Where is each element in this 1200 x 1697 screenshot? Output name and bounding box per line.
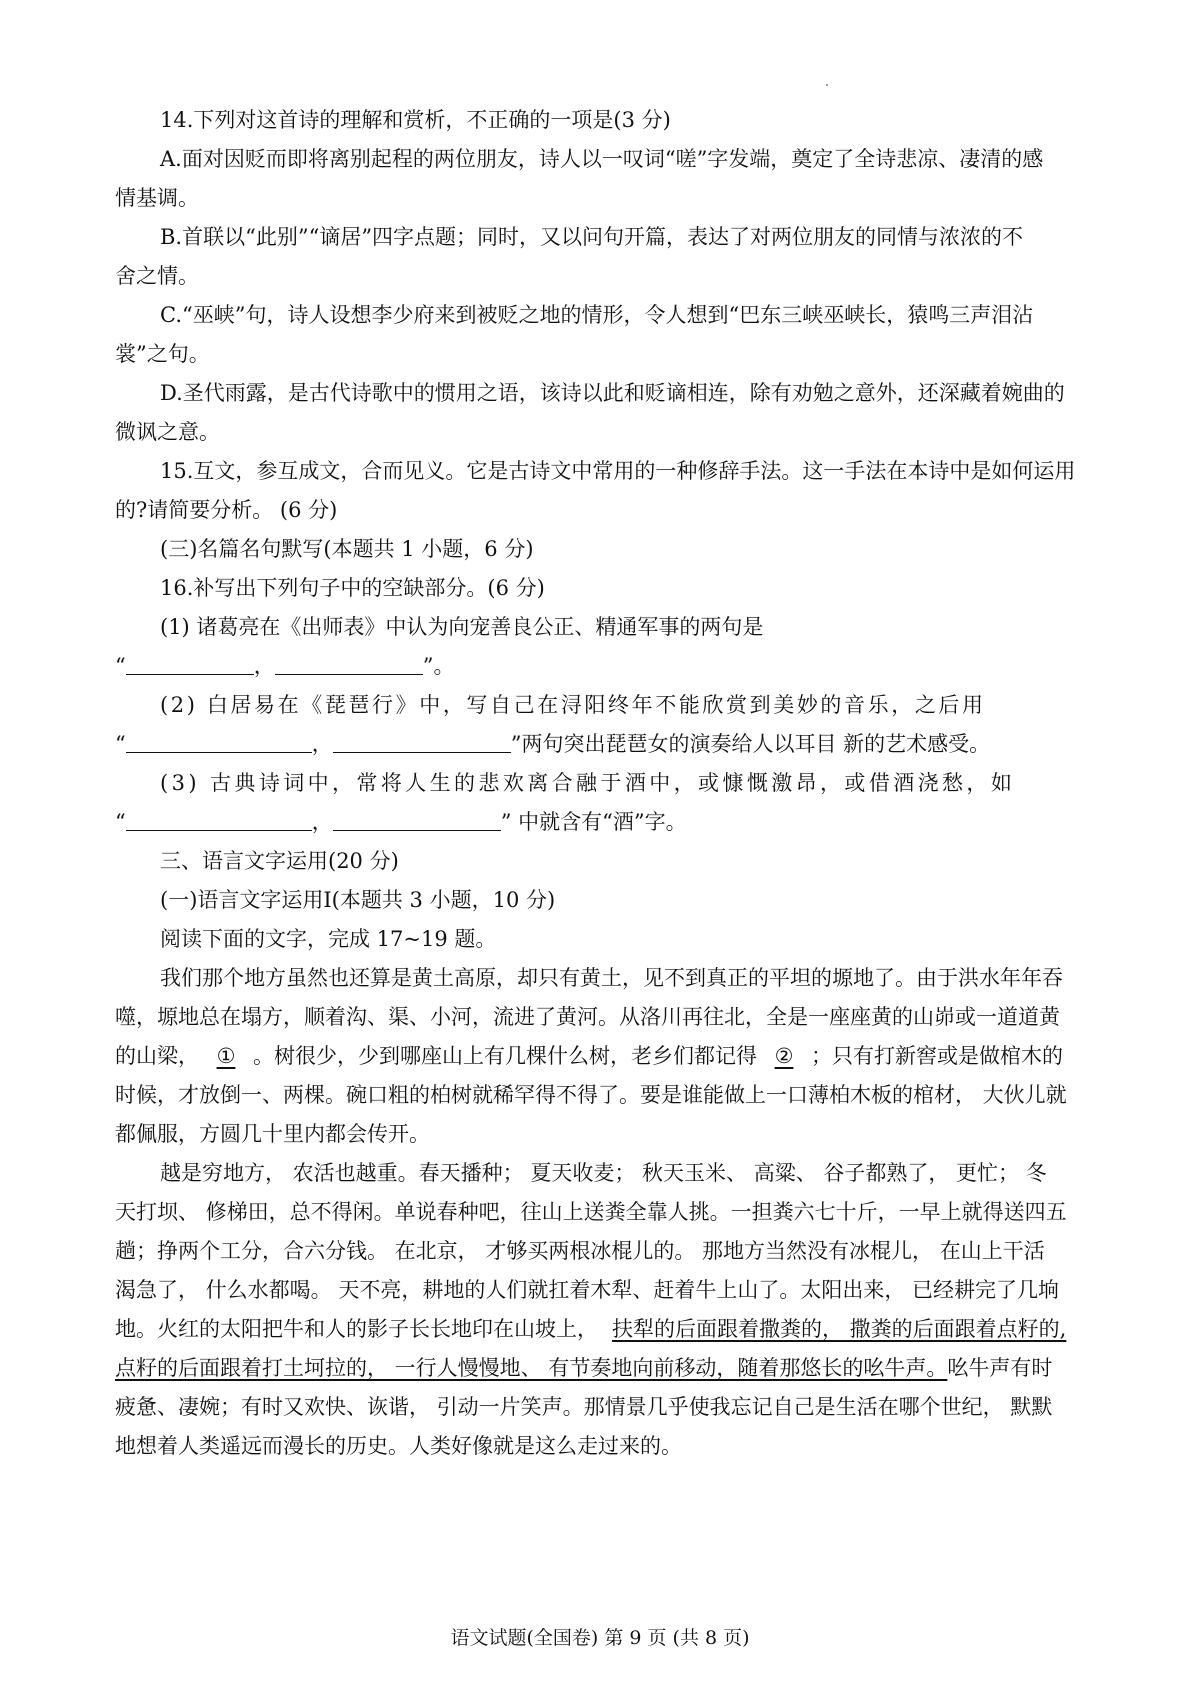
- passage-p2-line5: [115, 1315, 1100, 1343]
- option-c: C.“巫峡”句，诗人设想李少府来到被贬之地的情形，令人想到“巴东三峡巫峡长，猿鸣三声泪沾: [160, 303, 1034, 327]
- question-15-cont: 的?请简要分析。 (6 分): [115, 498, 338, 522]
- question-14-stem: 14.下列对这首诗的理解和赏析，不正确的一项是(3 分): [160, 108, 671, 132]
- answer-blank-1[interactable]: [126, 654, 254, 675]
- q16-part2-blanks: [115, 730, 1100, 758]
- reading-instruction: 阅读下面的文字，完成 17~19 题。: [160, 927, 497, 951]
- q16-part3-blanks: [115, 808, 1100, 836]
- answer-blank-3[interactable]: [126, 732, 312, 753]
- answer-blank-5[interactable]: [126, 810, 312, 831]
- q16-part1-text: (1) 诸葛亮在《出师表》中认为向宠善良公正、精通军事的两句是: [160, 615, 764, 639]
- option-b: B.首联以“此别”“谪居”四字点题；同时，又以问句开篇，表达了对两位朋友的同情与浓浓的不: [160, 225, 1024, 249]
- q16-part1-blanks: [115, 652, 1100, 680]
- passage-p1-line1: 我们那个地方虽然也还算是黄土高原，却只有黄土，见不到真正的平坦的塬地了。由于洪水年年吞: [160, 966, 1063, 990]
- passage-p2-line4: 渴急了， 什么水都喝。 天不亮，耕地的人们就扛着木犁、赶着牛上山了。太阳出来， 已经耕完了几垧: [115, 1278, 1060, 1302]
- option-d: D.圣代雨露，是古代诗歌中的惯用之语，该诗以此和贬谪相连，除有劝勉之意外，还深藏着婉曲的: [160, 381, 1065, 405]
- passage-p1-line5: 都佩服，方圆几十里内都会传开。: [115, 1122, 430, 1146]
- option-a: A.面对因贬而即将离别起程的两位朋友，诗人以一叹词“嗟”字发端，奠定了全诗悲凉、凄清的感: [160, 147, 1044, 171]
- passage-p2-line1: 越是穷地方， 农活也越重。春天播种； 夏天收麦； 秋天玉米、 高粱、 谷子都熟了， 更忙； 冬: [160, 1161, 1047, 1185]
- passage-text: 地。火红的太阳把牛和人的影子长长地印在山坡上，: [115, 1317, 598, 1341]
- passage-p2-line2: 天打坝、 修梯田，总不得闲。单说春种吧，往山上送粪全靠人挑。一担粪六七十斤，一早上就得送四五: [115, 1200, 1067, 1224]
- answer-blank-6[interactable]: [333, 810, 501, 831]
- question-16: 16.补写出下列句子中的空缺部分。(6 分): [160, 576, 545, 600]
- subsection-heading: (一)语言文字运用Ⅰ(本题共 3 小题，10 分): [160, 888, 556, 912]
- option-c-cont: 裳”之句。: [115, 342, 210, 366]
- underlined-sentence: 点籽的后面跟着打土坷拉的， 一行人慢慢地、 有节奏地向前移动，随着那悠长的吆牛声。: [115, 1356, 948, 1380]
- passage-p2-line8: 地想着人类遥远而漫长的历史。人类好像就是这么走过来的。: [115, 1434, 682, 1458]
- passage-p1-line2: 噬，塬地总在塌方，顺着沟、渠、小河，流进了黄河。从洛川再往北，全是一座座黄的山峁或一道道黄: [115, 1005, 1060, 1029]
- comma: ，: [311, 810, 333, 834]
- answer-blank-2[interactable]: [275, 654, 423, 675]
- close-quote: ”。: [422, 654, 455, 678]
- q16-part2: (2) 白居易在《琵琶行》中，写自己在浔阳终年不能欣赏到美妙的音乐，之后用: [160, 693, 986, 717]
- passage-p2-line7: 疲惫、凄婉；有时又欢快、诙谐， 引动一片笑声。那情景几乎使我忘记自己是生活在哪个世纪， 默默: [115, 1395, 1053, 1419]
- option-a-cont: 情基调。: [115, 186, 199, 210]
- passage-text: 。树很少，少到哪座山上有几棵什么树，老乡们都记得: [253, 1044, 757, 1068]
- passage-p1-line4: 时候，才放倒一、两棵。碗口粗的柏树就稀罕得不得了。要是谁能做上一口薄柏木板的棺材， 大伙儿就: [115, 1083, 1067, 1107]
- underlined-sentence: 扶犁的后面跟着撒粪的， 撒粪的后面跟着点籽的,: [612, 1317, 1067, 1341]
- blank-marker-2[interactable]: ②: [774, 1044, 794, 1068]
- option-d-cont: 微讽之意。: [115, 420, 220, 444]
- option-b-cont: 舍之情。: [115, 264, 199, 288]
- passage-p2-line6: [115, 1354, 1100, 1382]
- passage-p2-line3: 趟；挣两个工分，合六分钱。 在北京， 才够买两根冰棍儿的。 那地方当然没有冰棍儿， 在山上干活: [115, 1239, 1045, 1263]
- q16-part1: [160, 613, 1100, 641]
- passage-text: 吆牛声有时: [947, 1356, 1053, 1380]
- close-quote-text: ”两句突出琵琶女的演奏给人以耳目 新的艺术感受。: [510, 732, 991, 756]
- passage-text: ；只有打新窖或是做棺木的: [811, 1044, 1063, 1068]
- scan-dot: [826, 84, 828, 86]
- passage-text: 的山梁，: [115, 1044, 199, 1068]
- page-footer: 语文试题(全国卷) 第 9 页 (共 8 页): [450, 1627, 750, 1649]
- answer-blank-4[interactable]: [333, 732, 511, 753]
- open-quote: “: [115, 654, 126, 678]
- blank-marker-1[interactable]: ①: [216, 1044, 236, 1068]
- open-quote: “: [115, 732, 126, 756]
- close-quote-text: ” 中就含有“酒”字。: [500, 810, 687, 834]
- open-quote: “: [115, 810, 126, 834]
- comma: ，: [253, 654, 275, 678]
- section-heading-3: (三)名篇名句默写(本题共 1 小题，6 分): [160, 537, 534, 561]
- passage-p1-line3: [115, 1042, 1100, 1070]
- comma: ，: [311, 732, 333, 756]
- q16-part3: (3) 古典诗词中，常将人生的悲欢离合融于酒中，或慷慨激昂，或借酒浇愁，如: [160, 771, 1016, 795]
- section-heading-language: 三、语言文字运用(20 分): [160, 849, 399, 873]
- question-15: 15.互文，参互成文，合而见义。它是古诗文中常用的一种修辞手法。这一手法在本诗中是如何运用: [160, 459, 1076, 483]
